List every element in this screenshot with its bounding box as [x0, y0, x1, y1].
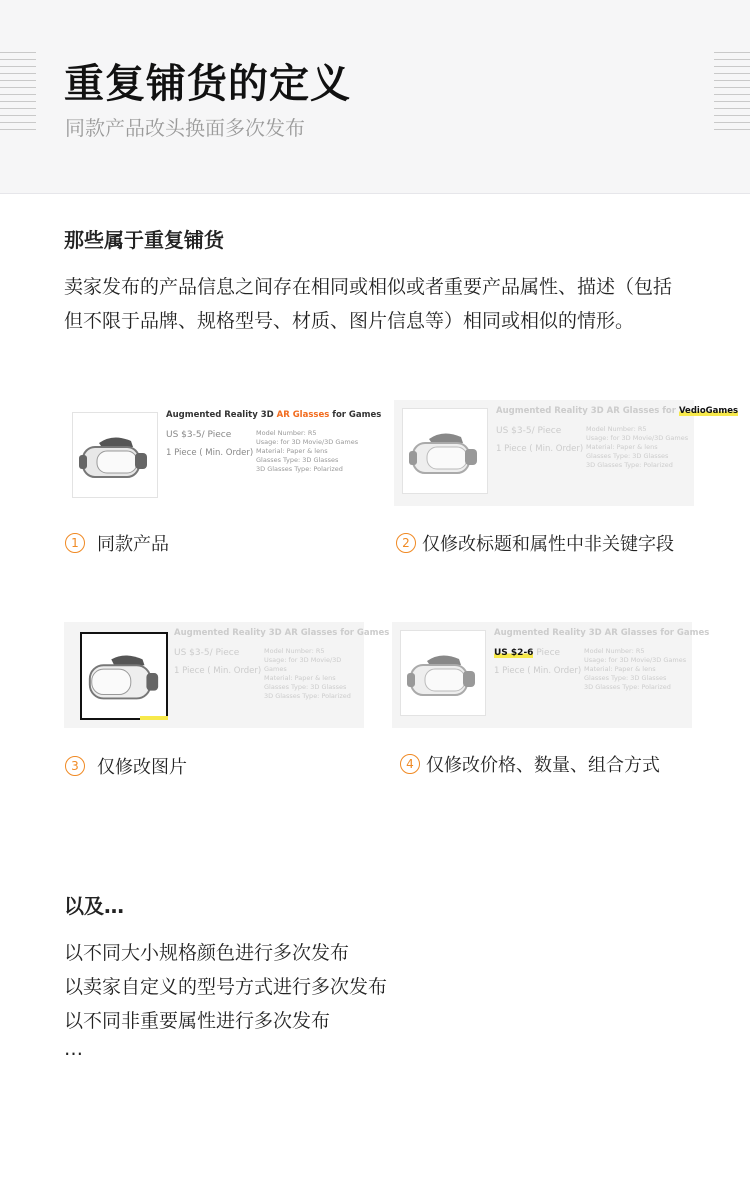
product-specs: Model Number: R5 Usage: for 3D Movie/3D Games Material: Paper & lens Glasses Type: 3D Glasses 3D Glasses Type: Polarized: [256, 429, 359, 473]
product-price: US $3-5/ Piece: [166, 430, 232, 440]
product-price: US $3-5/ Piece: [174, 648, 240, 658]
product-card-2: [394, 400, 739, 506]
product-min-order: 1 Piece ( Min. Order): [494, 666, 582, 676]
product-card-1: [64, 404, 382, 510]
example-caption-2: 2 仅修改标题和属性中非关键字段: [396, 530, 674, 556]
product-specs: Model Number: R5 Usage: for 3D Movie/3D Games Material: Paper & lens Glasses Type: 3D Glasses 3D Glasses Type: Polarized: [586, 425, 689, 469]
product-title: Augmented Reality 3D AR Glasses for Games: [494, 628, 710, 638]
section-heading: 那些属于重复铺货: [64, 228, 224, 252]
header-banner: [0, 0, 750, 194]
product-title: Augmented Reality 3D AR Glasses for Games: [174, 628, 390, 638]
product-specs: Model Number: R5 Usage: for 3D Movie/3D Games Material: Paper & lens Glasses Type: 3D Glasses 3D Glasses Type: Polarized: [264, 647, 351, 700]
vr-headset-image: [80, 632, 168, 720]
number-badge: 3: [65, 756, 85, 776]
page-subtitle: 同款产品改头换面多次发布: [65, 116, 305, 140]
vr-headset-image: [402, 408, 488, 494]
product-title: Augmented Reality 3D AR Glasses for Games: [166, 410, 382, 420]
vr-headset-icon: [401, 631, 485, 715]
product-price: US $3-5/ Piece: [496, 426, 562, 436]
vr-headset-image: [72, 412, 158, 498]
decor-lines-right: [714, 52, 750, 136]
product-title: Augmented Reality 3D AR Glasses for VedioGames: [496, 406, 739, 416]
highlight-mark: [140, 716, 168, 720]
product-specs: Model Number: R5 Usage: for 3D Movie/3D Games Material: Paper & lens Glasses Type: 3D Glasses 3D Glasses Type: Polarized: [584, 647, 687, 691]
example-caption-1: 1 同款产品: [65, 530, 169, 556]
section-heading-2: 以及…: [64, 894, 124, 918]
list-item: …: [64, 1038, 83, 1060]
product-min-order: 1 Piece ( Min. Order): [496, 444, 584, 454]
section-description: 卖家发布的产品信息之间存在相同或相似或者重要产品属性、描述（包括但不限于品牌、规格型号、材质、图片信息等）相同或相似的情形。: [64, 276, 673, 332]
vr-headset-icon: [82, 634, 164, 716]
section-2-list: [64, 936, 387, 1060]
product-min-order: 1 Piece ( Min. Order): [166, 448, 254, 458]
vr-headset-icon: [403, 409, 487, 493]
product-price: US $2-6 Piece: [494, 648, 561, 658]
list-item: 以不同大小规格颜色进行多次发布: [64, 942, 350, 964]
decor-lines-left: [0, 52, 36, 136]
vr-headset-icon: [73, 413, 157, 497]
number-badge: 4: [400, 754, 420, 774]
number-badge: 1: [65, 533, 85, 553]
vr-headset-image: [400, 630, 486, 716]
product-min-order: 1 Piece ( Min. Order): [174, 666, 262, 676]
product-card-4: [392, 622, 710, 728]
list-item: 以卖家自定义的型号方式进行多次发布: [64, 976, 388, 998]
example-caption-4: 4 仅修改价格、数量、组合方式: [400, 751, 660, 777]
page-title: 重复铺货的定义: [64, 61, 351, 107]
number-badge: 2: [396, 533, 416, 553]
example-caption-3: 3 仅修改图片: [65, 753, 187, 779]
list-item: 以不同非重要属性进行多次发布: [64, 1010, 331, 1032]
product-card-3: [64, 622, 390, 728]
